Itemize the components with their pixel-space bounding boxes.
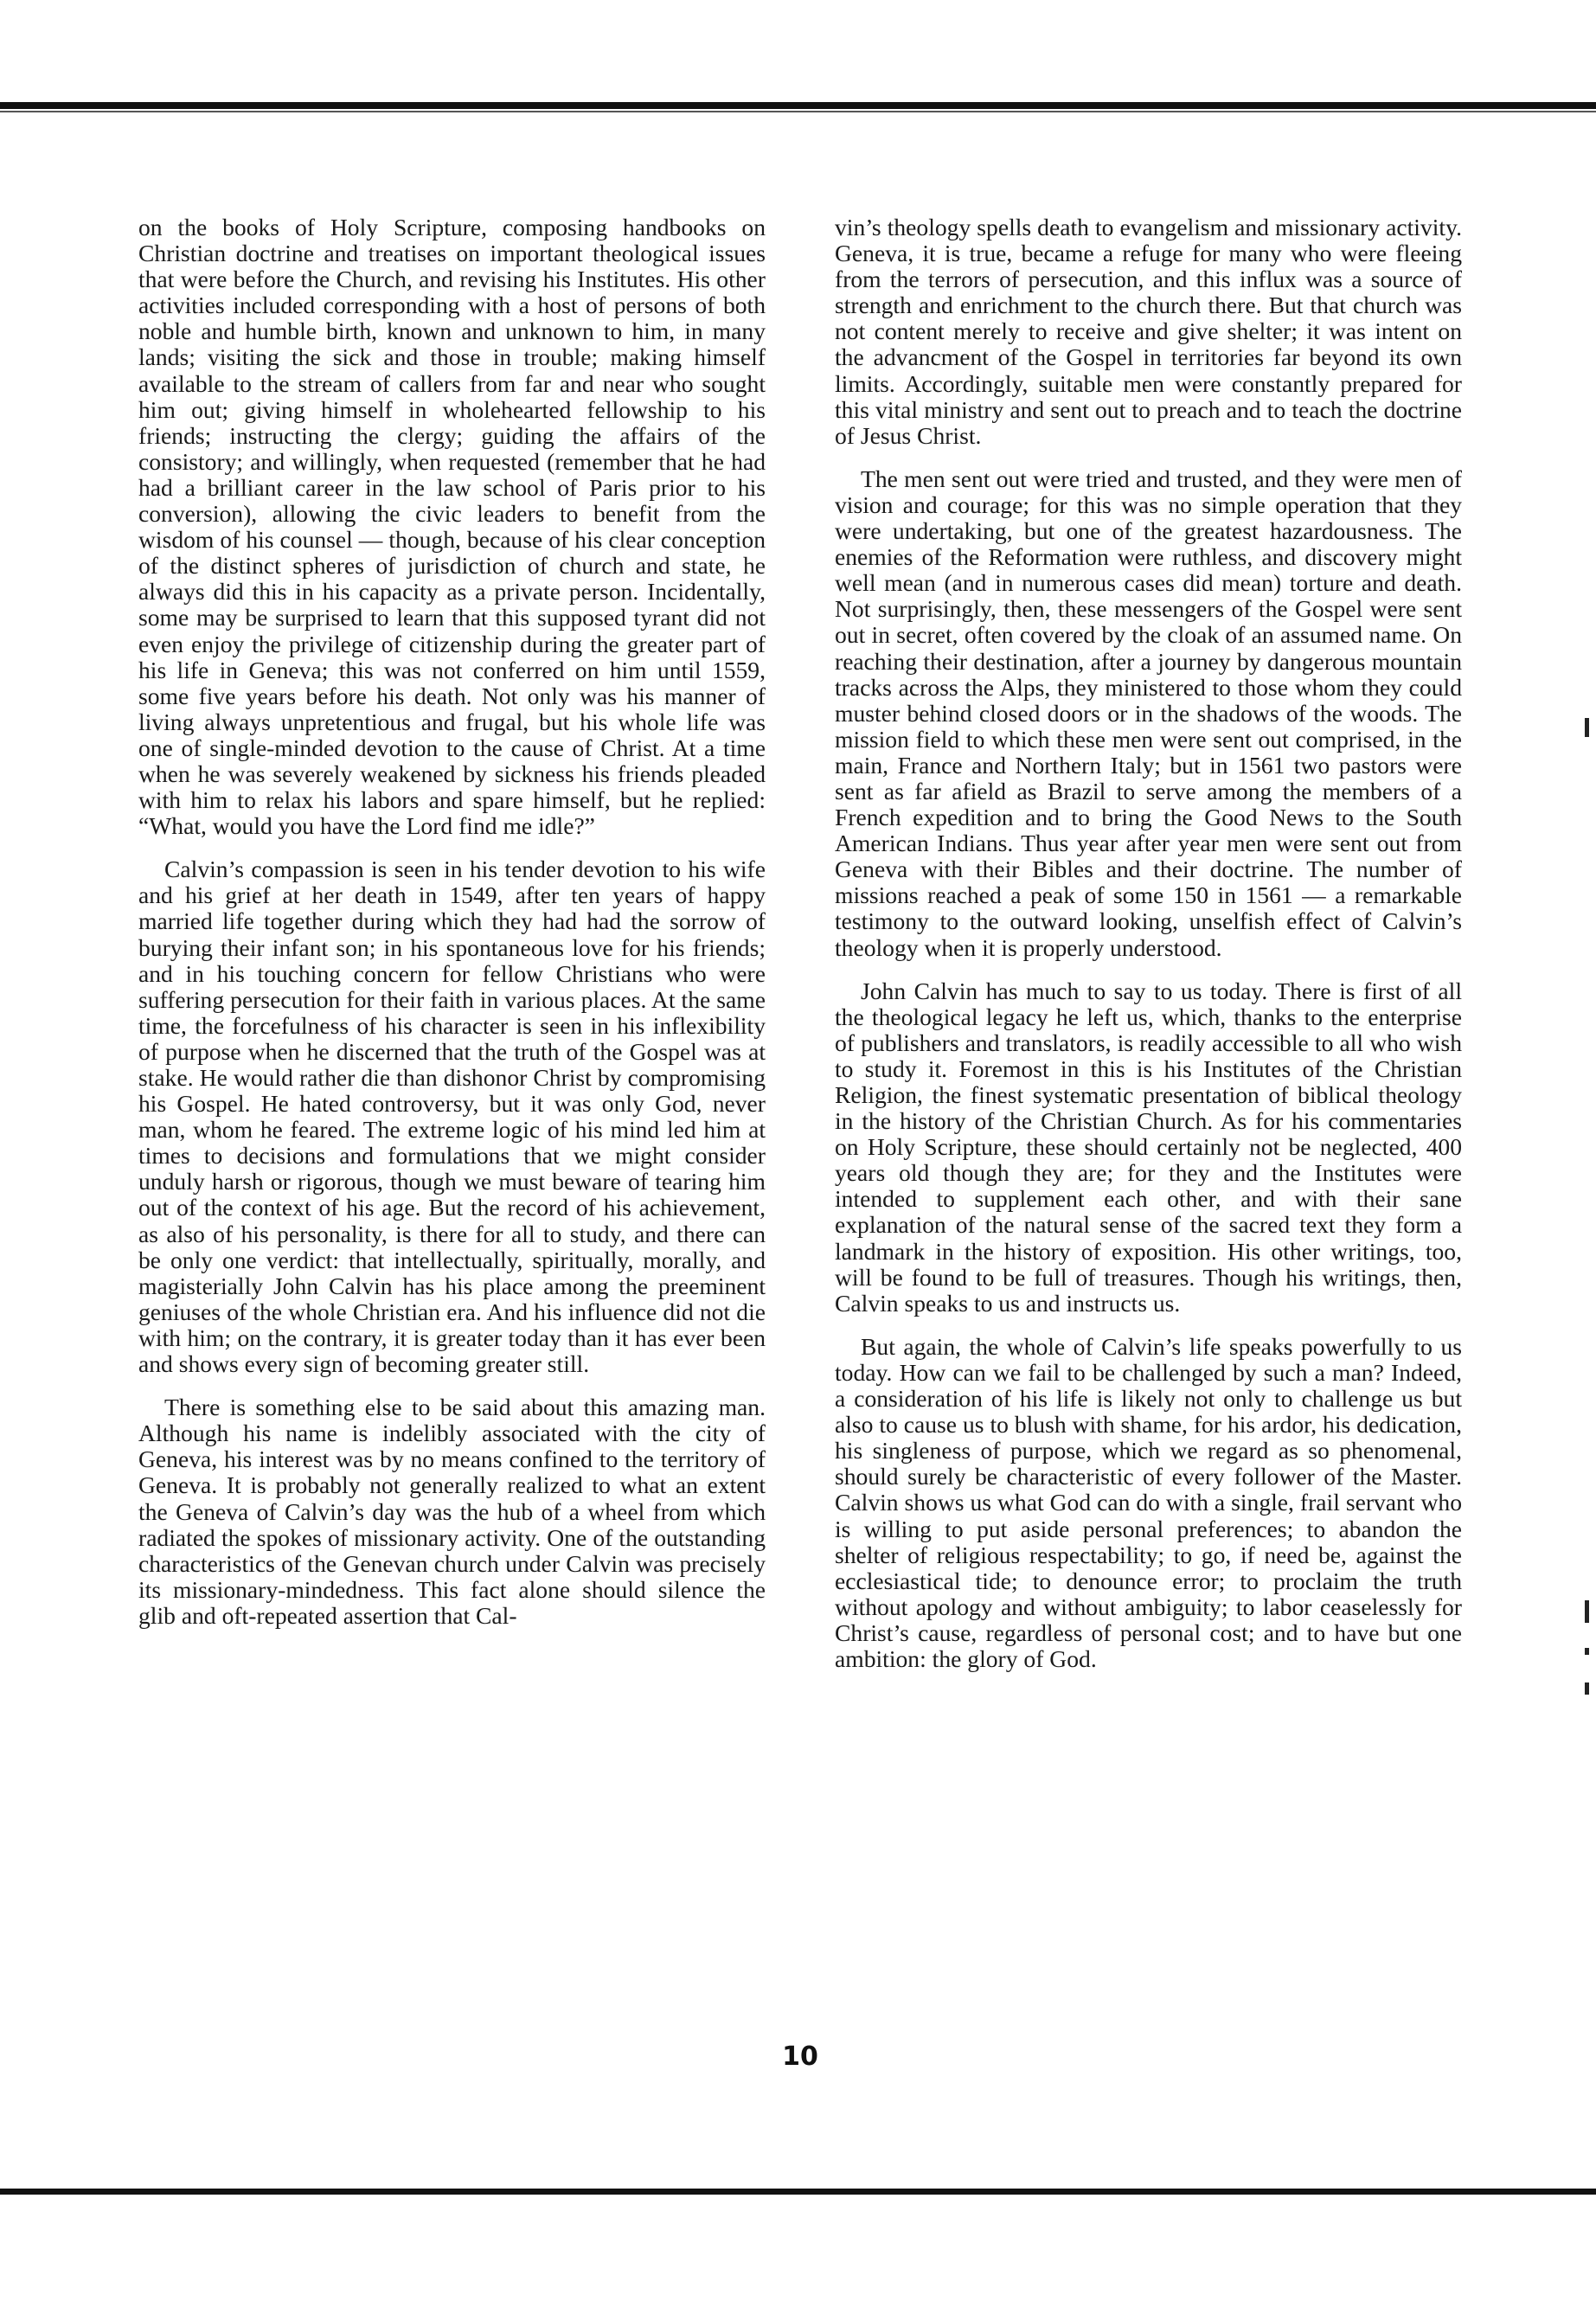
scan-edge-mark — [1585, 1648, 1589, 1655]
right-paragraph-4: But again, the whole of Calvin’s life speaks powerfully to us today. How can we fail to be challenged by such a man? Indeed, a consideration of his life is likely not only to challenge us but also to cause us to blush with shame, for his ardor, his dedication, his singleness of purpose, which we regard as so phenomenal, should surely be characteristic of every follower of the Master. Calvin shows us what God can do with a single, frail servant who is willing to put aside personal preferences; to abandon the shelter of religious respectability; to go, if need be, against the ecclesiastical tide; to denounce error; to proclaim the truth without apology and without ambiguity; to labor ceaselessly for Christ’s cause, regardless of personal cost; and to have but one ambition: the glory of God. — [835, 1332, 1462, 1672]
right-column — [835, 215, 1462, 1672]
scan-edge-mark — [1585, 1682, 1589, 1695]
scan-edge-mark — [1585, 718, 1589, 737]
left-paragraph-3: There is something else to be said about this amazing man. Although his name is indelibly associated with the city of Geneva, his interest was by no means confined to the territory of Geneva. It is probably not generally realized to what an extent the Geneva of Calvin’s day was the hub of a wheel from which radiated the spokes of missionary activity. One of the outstanding characteristics of the Genevan church under Calvin was precisely its missionary-mindedness. This fact alone should silence the glib and oft-repeated assertion that Cal- — [138, 1394, 766, 1629]
left-paragraph-1: on the books of Holy Scripture, composing handbooks on Christian doctrine and treatises on important theological issues that were before the Church, and revising his Institutes. His other activities included corresponding with a host of persons of both noble and humble birth, known and unknown to him, in many lands; visiting the sick and those in trouble; making himself available to the stream of callers from far and near who sought him out; giving himself in wholehearted fellowship to his friends; instructing the clergy; guiding the affairs of the consistory; and willingly, when requested (remember that he had had a brilliant career in the law school of Paris prior to his conversion), allowing the civic leaders to benefit from the wisdom of his counsel — though, because of his clear conception of the distinct spheres of jurisdiction of church and state, he always did this in his capacity as a private person. Incidentally, some may be surprised to learn that this supposed tyrant did not even enjoy the privilege of citizenship during the greater part of his life in Geneva; this was not conferred on him until 1559, some five years before his death. Not only was his manner of living always unpretentious and frugal, but his whole life was one of single-minded devotion to the cause of Christ. At a time when he was severely weakened by sickness his friends pleaded with him to relax his labors and spare himself, but he replied: “What, would you have the Lord find me idle?” — [138, 214, 766, 840]
page-number: 10 — [782, 2041, 818, 2072]
top-rule-thin — [0, 111, 1596, 112]
right-paragraph-3: John Calvin has much to say to us today. There is first of all the theological legacy he left us, which, thanks to the enterprise of publishers and translators, is readily accessible to all who wish to study it. Foremost in this is his Institutes of the Christian Religion, the finest systematic presentation of biblical theology in the history of the Christian Church. As for his commentaries on Holy Scripture, these should certainly not be neglected, 400 years old though they are; for they and the Institutes were intended to supplement each other, and with their sane explanation of the natural sense of the sacred text they form a landmark in the history of exposition. His other writings, too, will be found to be full of treasures. Though his writings, then, Calvin speaks to us and instructs us. — [835, 977, 1462, 1317]
top-rule — [0, 102, 1596, 109]
right-paragraph-2: The men sent out were tried and trusted, and they were men of vision and courage; for this was no simple operation that they were undertaking, but one of the greatest hazardousness. The enemies of the Reformation were ruthless, and discovery might well mean (and in numerous cases did mean) torture and death. Not surprisingly, then, these messengers of the Gospel were sent out in secret, often covered by the cloak of an assumed name. On reaching their destination, after a journey by dangerous mountain tracks across the Alps, they ministered to those whom they could muster behind closed doors or in the shadows of the woods. The mission field to which these men were sent out comprised, in the main, France and Northern Italy; but in 1561 two pastors were sent as far afield as Brazil to serve among the members of a French expedition and to bring the Good News to the South American Indians. Thus year after year men were sent out from Geneva with their Bibles and their doctrine. The number of missions reached a peak of some 150 in 1561 — a remarkable testimony to the outward looking, unselfish effect of Calvin’s theology when it is properly understood. — [835, 465, 1462, 961]
right-paragraph-1: vin’s theology spells death to evangelism and missionary activity. Geneva, it is true, became a refuge for many who were fleeing from the terrors of persecution, and this influx was a source of strength and enrichment to the church there. But that church was not content merely to receive and give shelter; it was intent on the advancment of the Gospel in territories far beyond its own limits. Accordingly, suitable men were constantly prepared for this vital ministry and sent out to preach and to teach the doctrine of Jesus Christ. — [835, 214, 1462, 449]
left-column — [138, 215, 766, 1629]
bottom-rule — [0, 2189, 1596, 2195]
scan-edge-mark — [1585, 1600, 1589, 1623]
left-paragraph-2: Calvin’s compassion is seen in his tender devotion to his wife and his grief at her death in 1549, after ten years of happy married life together during which they had had the sorrow of burying their infant son; in his spontaneous love for his friends; and in his touching concern for fellow Christians who were suffering persecution for their faith in various places. At the same time, the forcefulness of his character is seen in his inflexibility of purpose when he discerned that the truth of the Gospel was at stake. He would rather die than dishonor Christ by compromising his Gospel. He hated controversy, but it was only God, never man, whom he feared. The extreme logic of his mind led him at times to decisions and formulations that we might consider unduly harsh or rigorous, though we must beware of tearing him out of the context of his age. But the record of his achievement, as also of his personality, is there for all to study, and there can be only one verdict: that intellectually, spiritually, morally, and magisterially John Calvin has his place among the preeminent geniuses of the whole Christian era. And his influence did not die with him; on the contrary, it is greater today than it has ever been and shows every sign of becoming greater still. — [138, 856, 766, 1378]
